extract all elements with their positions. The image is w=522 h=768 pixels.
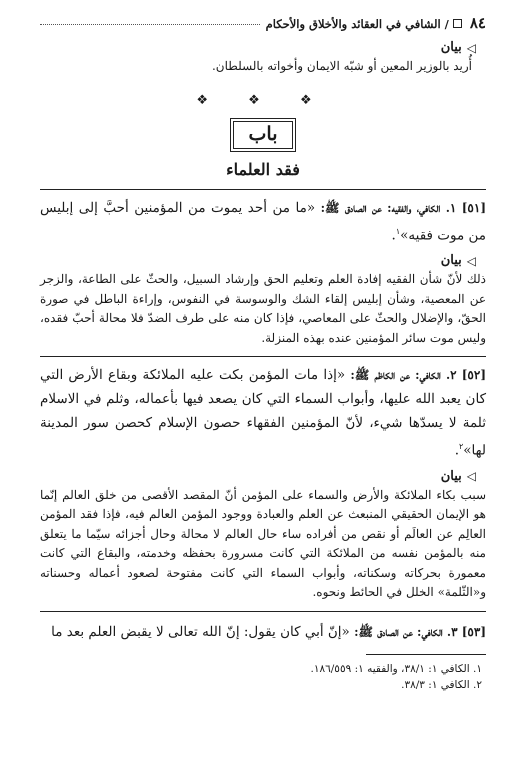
triangle-pointer-icon: ◁: [466, 469, 476, 483]
hadith-51-text: «ما من أحد يموت من المؤمنين أحبَّ إلى إبليس من موت فقيه»: [40, 199, 486, 243]
bayan-heading-3: [40, 469, 476, 484]
bayan-text-3: سبب بكاء الملائكة والأرض والسماء على المؤمن أنّ المقصد الأقصى من خلق العالم إنّما هو الإيمان الحقيقي المنبعث عن العلم والعبادة ووجود المؤمن العالم فيه، فإذا فقد المؤمن العالِم عن العالَم أو نقص من أفراده ساء حال العالم لا محالة وحال أجزائه سيّما ما يتعلق منه بالمؤمن نفسه من الملائكة التي كانت مسرورة بحفظه وخدمته، والبقاع التي كانت معمورة بحركاته وسكناته، وأبواب السماء التي كانت مفتوحة لصعود أعماله وحسناته و«الثّلمة» الخلل في الحائط ونحوه.: [40, 487, 486, 599]
triangle-pointer-icon: ◁: [466, 40, 476, 55]
bayan-note-1: أُريد بالوزير المعين أو شبّه الايمان وأخواته بالسلطان.: [211, 59, 472, 73]
bayan-heading-1: [40, 40, 476, 55]
running-header: ٨٤ / الشافي في العقائد والأخلاق والأحكام: [40, 14, 486, 34]
hadith-51-source: [٥١] ١. الكافي، والفقيه: عن الصادق ﷺ:: [320, 200, 486, 215]
footnote-2: ٢. الكافي ١: ٣٨/٣.: [401, 678, 482, 691]
hadith-51: [٥١] ١. الكافي، والفقيه: عن الصادق ﷺ: «ما من أحد يموت من المؤمنين أحبَّ إلى إبليس من موت فقيه»$^١$.: [40, 199, 486, 243]
bayan-label: بيان: [440, 253, 462, 268]
chapter-label: باب: [233, 121, 293, 149]
bayan-label: بيان: [440, 40, 462, 55]
footnote-1: ١. الكافي ١: ٣٨/١، والفقيه ١: ١٨٦/٥٥٩.: [310, 662, 482, 675]
star-divider: ❖ ❖ ❖: [196, 92, 330, 108]
running-title: الشافي في العقائد والأخلاق والأحكام: [265, 17, 441, 31]
hadith-53-text: «إنّ أبي كان يقول: إنّ الله تعالى لا يقبض العلم بعد ما: [51, 623, 355, 640]
section-rule: [40, 189, 486, 190]
hadith-52: [٥٢] ٢. الكافي: عن الكاظم ﷺ: «إذا مات المؤمن بكت عليه الملائكة وبقاع الأرض التي كان يعبد الله عليها، وأبواب السماء التي كان يصعد فيها بأعماله، وثلم في الاسلام ثلمة لا يسدّها شيء، لأنّ المؤمنين الفقهاء حصون الإسلام كحصن سور المدينة لها»$^٢$.: [40, 367, 486, 459]
book-page: [40, 14, 486, 768]
section-rule: [40, 356, 486, 357]
footnote-ref-2: ٢: [458, 442, 464, 451]
triangle-pointer-icon: ◁: [466, 253, 476, 268]
chapter-title: فقد العلماء: [226, 159, 300, 179]
hadith-52-source: [٥٢] ٢. الكافي: عن الكاظم ﷺ:: [350, 368, 486, 382]
square-ornament-icon: [453, 19, 462, 28]
hadith-53-source: [٥٣] ٣. الكافي: عن الصادق ﷺ:: [354, 624, 486, 639]
chapter-label-box: [230, 118, 296, 152]
section-rule: [40, 611, 486, 612]
page-number: ٨٤: [469, 14, 486, 32]
bayan-label: بيان: [440, 468, 462, 484]
dotted-leader: [40, 24, 260, 25]
footnote-ref-1: ١: [395, 226, 401, 236]
footnote-rule: [366, 654, 486, 655]
hadith-52-text: «إذا مات المؤمن بكت عليه الملائكة وبقاع الأرض التي كان يعبد الله عليها، وأبواب السماء التي كان يصعد فيها بأعماله، وثلم في الاسلام ثلمة لا يسدّها شيء، لأنّ المؤمنين الفقهاء حصون الإسلام كحصن سور المدينة لها»: [40, 367, 486, 459]
bayan-text-2: ذلك لأنّ شأن الفقيه إفادة العلم وتعليم الحق وإرشاد السبيل، والحثّ على الطاعة، والزجر عن المعصية، وشأن إبليس إلقاء الشك والوسوسة في النفوس، وإراءة الباطل في صورة الحقّ، والإضلال والحثّ على المعاصي، فإذا كان منه على طرف الضدّ فلا محالة أحبّ فقده، وليس موت سائر المؤمنين عنده بهذه المنزلة.: [40, 272, 486, 345]
bayan-heading-2: [40, 253, 476, 268]
hadith-53: [40, 620, 486, 644]
